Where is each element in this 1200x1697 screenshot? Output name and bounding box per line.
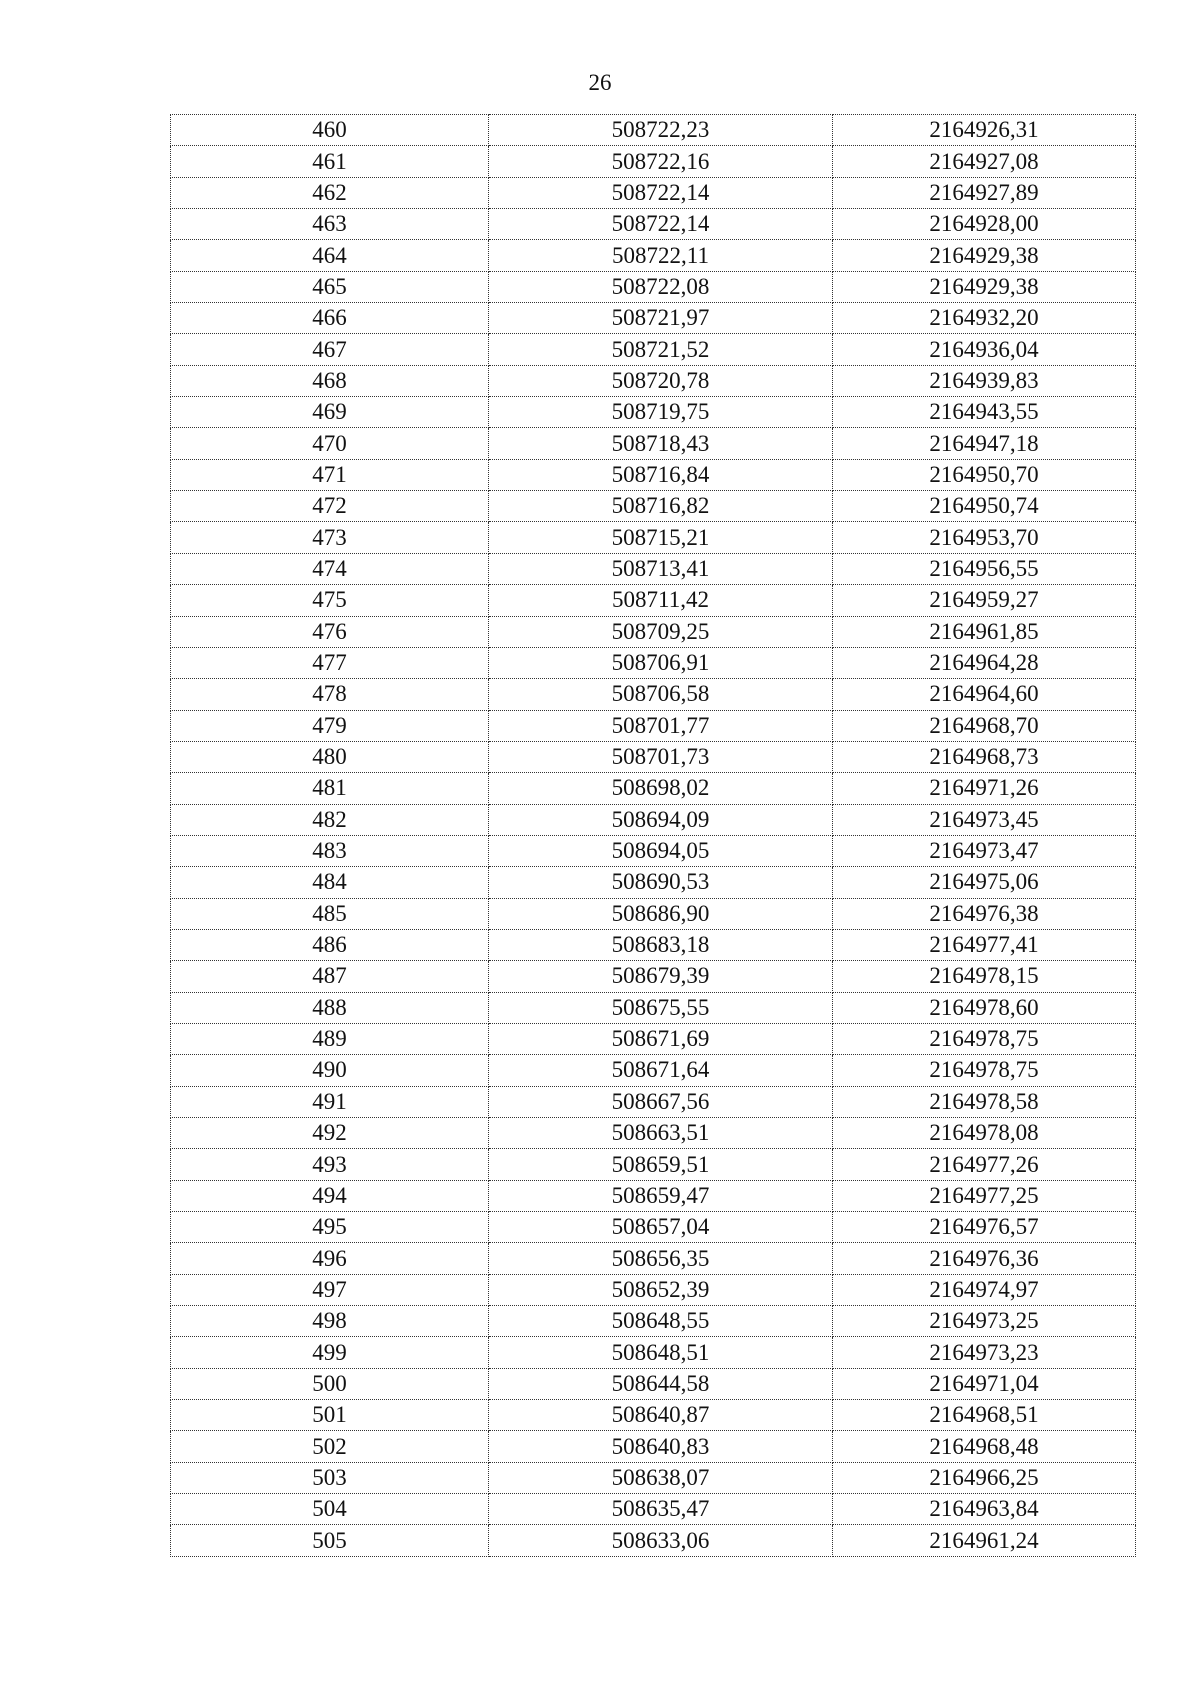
table-row (171, 992, 1136, 1023)
table-row (171, 303, 1136, 334)
point-number-cell: 504 (171, 1494, 489, 1525)
table-row (171, 553, 1136, 584)
point-number-cell: 478 (171, 679, 489, 710)
table-row (171, 710, 1136, 741)
x-coordinate-cell: 508722,16 (489, 146, 833, 177)
table-row (171, 428, 1136, 459)
table-row (171, 271, 1136, 302)
y-coordinate-cell: 2164932,20 (833, 303, 1136, 334)
table-row (171, 240, 1136, 271)
point-number-cell: 470 (171, 428, 489, 459)
point-number-cell: 471 (171, 459, 489, 490)
point-number-cell: 479 (171, 710, 489, 741)
table-row (171, 1494, 1136, 1525)
point-number-cell: 501 (171, 1400, 489, 1431)
x-coordinate-cell: 508718,43 (489, 428, 833, 459)
table-row (171, 459, 1136, 490)
x-coordinate-cell: 508686,90 (489, 898, 833, 929)
y-coordinate-cell: 2164961,24 (833, 1525, 1136, 1556)
y-coordinate-cell: 2164929,38 (833, 240, 1136, 271)
x-coordinate-cell: 508648,51 (489, 1337, 833, 1368)
x-coordinate-cell: 508663,51 (489, 1118, 833, 1149)
y-coordinate-cell: 2164971,26 (833, 773, 1136, 804)
table-row (171, 1243, 1136, 1274)
y-coordinate-cell: 2164966,25 (833, 1462, 1136, 1493)
table-row (171, 898, 1136, 929)
table-row (171, 647, 1136, 678)
y-coordinate-cell: 2164977,41 (833, 929, 1136, 960)
table-row (171, 1055, 1136, 1086)
page-number: 26 (588, 70, 612, 95)
y-coordinate-cell: 2164978,15 (833, 961, 1136, 992)
coordinates-table-body (171, 115, 1136, 1557)
x-coordinate-cell: 508716,82 (489, 491, 833, 522)
point-number-cell: 492 (171, 1118, 489, 1149)
x-coordinate-cell: 508640,87 (489, 1400, 833, 1431)
point-number-cell: 480 (171, 741, 489, 772)
x-coordinate-cell: 508722,08 (489, 271, 833, 302)
y-coordinate-cell: 2164927,08 (833, 146, 1136, 177)
table-row (171, 1212, 1136, 1243)
point-number-cell: 483 (171, 835, 489, 866)
x-coordinate-cell: 508644,58 (489, 1368, 833, 1399)
point-number-cell: 465 (171, 271, 489, 302)
x-coordinate-cell: 508721,97 (489, 303, 833, 334)
point-number-cell: 485 (171, 898, 489, 929)
point-number-cell: 494 (171, 1180, 489, 1211)
y-coordinate-cell: 2164978,58 (833, 1086, 1136, 1117)
point-number-cell: 477 (171, 647, 489, 678)
x-coordinate-cell: 508720,78 (489, 365, 833, 396)
y-coordinate-cell: 2164929,38 (833, 271, 1136, 302)
table-row (171, 835, 1136, 866)
x-coordinate-cell: 508640,83 (489, 1431, 833, 1462)
y-coordinate-cell: 2164973,47 (833, 835, 1136, 866)
table-row (171, 1431, 1136, 1462)
table-row (171, 961, 1136, 992)
y-coordinate-cell: 2164976,36 (833, 1243, 1136, 1274)
point-number-cell: 498 (171, 1306, 489, 1337)
table-row (171, 365, 1136, 396)
table-row (171, 1180, 1136, 1211)
x-coordinate-cell: 508633,06 (489, 1525, 833, 1556)
table-row (171, 1525, 1136, 1556)
point-number-cell: 490 (171, 1055, 489, 1086)
x-coordinate-cell: 508683,18 (489, 929, 833, 960)
point-number-cell: 473 (171, 522, 489, 553)
y-coordinate-cell: 2164950,70 (833, 459, 1136, 490)
y-coordinate-cell: 2164961,85 (833, 616, 1136, 647)
x-coordinate-cell: 508638,07 (489, 1462, 833, 1493)
y-coordinate-cell: 2164959,27 (833, 585, 1136, 616)
x-coordinate-cell: 508671,69 (489, 1023, 833, 1054)
point-number-cell: 482 (171, 804, 489, 835)
point-number-cell: 489 (171, 1023, 489, 1054)
table-row (171, 616, 1136, 647)
point-number-cell: 474 (171, 553, 489, 584)
point-number-cell: 496 (171, 1243, 489, 1274)
table-row (171, 1337, 1136, 1368)
x-coordinate-cell: 508679,39 (489, 961, 833, 992)
x-coordinate-cell: 508719,75 (489, 397, 833, 428)
x-coordinate-cell: 508671,64 (489, 1055, 833, 1086)
table-row (171, 585, 1136, 616)
point-number-cell: 505 (171, 1525, 489, 1556)
table-row (171, 146, 1136, 177)
y-coordinate-cell: 2164973,23 (833, 1337, 1136, 1368)
y-coordinate-cell: 2164956,55 (833, 553, 1136, 584)
table-row (171, 1149, 1136, 1180)
x-coordinate-cell: 508721,52 (489, 334, 833, 365)
point-number-cell: 495 (171, 1212, 489, 1243)
point-number-cell: 502 (171, 1431, 489, 1462)
x-coordinate-cell: 508698,02 (489, 773, 833, 804)
x-coordinate-cell: 508657,04 (489, 1212, 833, 1243)
y-coordinate-cell: 2164968,70 (833, 710, 1136, 741)
point-number-cell: 468 (171, 365, 489, 396)
table-row (171, 773, 1136, 804)
x-coordinate-cell: 508667,56 (489, 1086, 833, 1117)
x-coordinate-cell: 508716,84 (489, 459, 833, 490)
y-coordinate-cell: 2164977,26 (833, 1149, 1136, 1180)
y-coordinate-cell: 2164964,60 (833, 679, 1136, 710)
table-row (171, 522, 1136, 553)
x-coordinate-cell: 508706,58 (489, 679, 833, 710)
x-coordinate-cell: 508722,14 (489, 177, 833, 208)
x-coordinate-cell: 508722,14 (489, 209, 833, 240)
point-number-cell: 463 (171, 209, 489, 240)
y-coordinate-cell: 2164926,31 (833, 115, 1136, 146)
y-coordinate-cell: 2164939,83 (833, 365, 1136, 396)
y-coordinate-cell: 2164978,75 (833, 1055, 1136, 1086)
y-coordinate-cell: 2164968,73 (833, 741, 1136, 772)
x-coordinate-cell: 508706,91 (489, 647, 833, 678)
y-coordinate-cell: 2164978,60 (833, 992, 1136, 1023)
y-coordinate-cell: 2164927,89 (833, 177, 1136, 208)
y-coordinate-cell: 2164943,55 (833, 397, 1136, 428)
table-row (171, 209, 1136, 240)
point-number-cell: 472 (171, 491, 489, 522)
table-row (171, 1118, 1136, 1149)
x-coordinate-cell: 508713,41 (489, 553, 833, 584)
table-row (171, 334, 1136, 365)
table-row (171, 1086, 1136, 1117)
table-row (171, 804, 1136, 835)
point-number-cell: 469 (171, 397, 489, 428)
x-coordinate-cell: 508694,09 (489, 804, 833, 835)
y-coordinate-cell: 2164928,00 (833, 209, 1136, 240)
point-number-cell: 491 (171, 1086, 489, 1117)
table-row (171, 397, 1136, 428)
x-coordinate-cell: 508701,77 (489, 710, 833, 741)
table-row (171, 491, 1136, 522)
y-coordinate-cell: 2164971,04 (833, 1368, 1136, 1399)
point-number-cell: 481 (171, 773, 489, 804)
table-row (171, 867, 1136, 898)
table-row (171, 1274, 1136, 1305)
point-number-cell: 460 (171, 115, 489, 146)
table-row (171, 929, 1136, 960)
table-row (171, 1462, 1136, 1493)
x-coordinate-cell: 508709,25 (489, 616, 833, 647)
x-coordinate-cell: 508715,21 (489, 522, 833, 553)
y-coordinate-cell: 2164947,18 (833, 428, 1136, 459)
x-coordinate-cell: 508635,47 (489, 1494, 833, 1525)
y-coordinate-cell: 2164968,48 (833, 1431, 1136, 1462)
x-coordinate-cell: 508722,11 (489, 240, 833, 271)
y-coordinate-cell: 2164968,51 (833, 1400, 1136, 1431)
x-coordinate-cell: 508675,55 (489, 992, 833, 1023)
point-number-cell: 493 (171, 1149, 489, 1180)
y-coordinate-cell: 2164978,75 (833, 1023, 1136, 1054)
y-coordinate-cell: 2164976,38 (833, 898, 1136, 929)
x-coordinate-cell: 508690,53 (489, 867, 833, 898)
point-number-cell: 499 (171, 1337, 489, 1368)
point-number-cell: 503 (171, 1462, 489, 1493)
y-coordinate-cell: 2164950,74 (833, 491, 1136, 522)
y-coordinate-cell: 2164964,28 (833, 647, 1136, 678)
table-row (171, 1368, 1136, 1399)
point-number-cell: 475 (171, 585, 489, 616)
x-coordinate-cell: 508659,47 (489, 1180, 833, 1211)
y-coordinate-cell: 2164976,57 (833, 1212, 1136, 1243)
table-row (171, 1023, 1136, 1054)
y-coordinate-cell: 2164936,04 (833, 334, 1136, 365)
point-number-cell: 486 (171, 929, 489, 960)
y-coordinate-cell: 2164974,97 (833, 1274, 1136, 1305)
y-coordinate-cell: 2164973,45 (833, 804, 1136, 835)
x-coordinate-cell: 508656,35 (489, 1243, 833, 1274)
point-number-cell: 467 (171, 334, 489, 365)
x-coordinate-cell: 508722,23 (489, 115, 833, 146)
point-number-cell: 464 (171, 240, 489, 271)
table-row (171, 177, 1136, 208)
table-row (171, 115, 1136, 146)
point-number-cell: 487 (171, 961, 489, 992)
y-coordinate-cell: 2164975,06 (833, 867, 1136, 898)
point-number-cell: 462 (171, 177, 489, 208)
y-coordinate-cell: 2164953,70 (833, 522, 1136, 553)
table-row (171, 1306, 1136, 1337)
point-number-cell: 488 (171, 992, 489, 1023)
x-coordinate-cell: 508701,73 (489, 741, 833, 772)
point-number-cell: 461 (171, 146, 489, 177)
point-number-cell: 466 (171, 303, 489, 334)
y-coordinate-cell: 2164977,25 (833, 1180, 1136, 1211)
x-coordinate-cell: 508694,05 (489, 835, 833, 866)
coordinates-table (170, 114, 1136, 1557)
x-coordinate-cell: 508648,55 (489, 1306, 833, 1337)
y-coordinate-cell: 2164973,25 (833, 1306, 1136, 1337)
point-number-cell: 500 (171, 1368, 489, 1399)
point-number-cell: 497 (171, 1274, 489, 1305)
point-number-cell: 484 (171, 867, 489, 898)
table-row (171, 741, 1136, 772)
x-coordinate-cell: 508711,42 (489, 585, 833, 616)
y-coordinate-cell: 2164978,08 (833, 1118, 1136, 1149)
x-coordinate-cell: 508659,51 (489, 1149, 833, 1180)
point-number-cell: 476 (171, 616, 489, 647)
table-row (171, 1400, 1136, 1431)
x-coordinate-cell: 508652,39 (489, 1274, 833, 1305)
table-row (171, 679, 1136, 710)
y-coordinate-cell: 2164963,84 (833, 1494, 1136, 1525)
